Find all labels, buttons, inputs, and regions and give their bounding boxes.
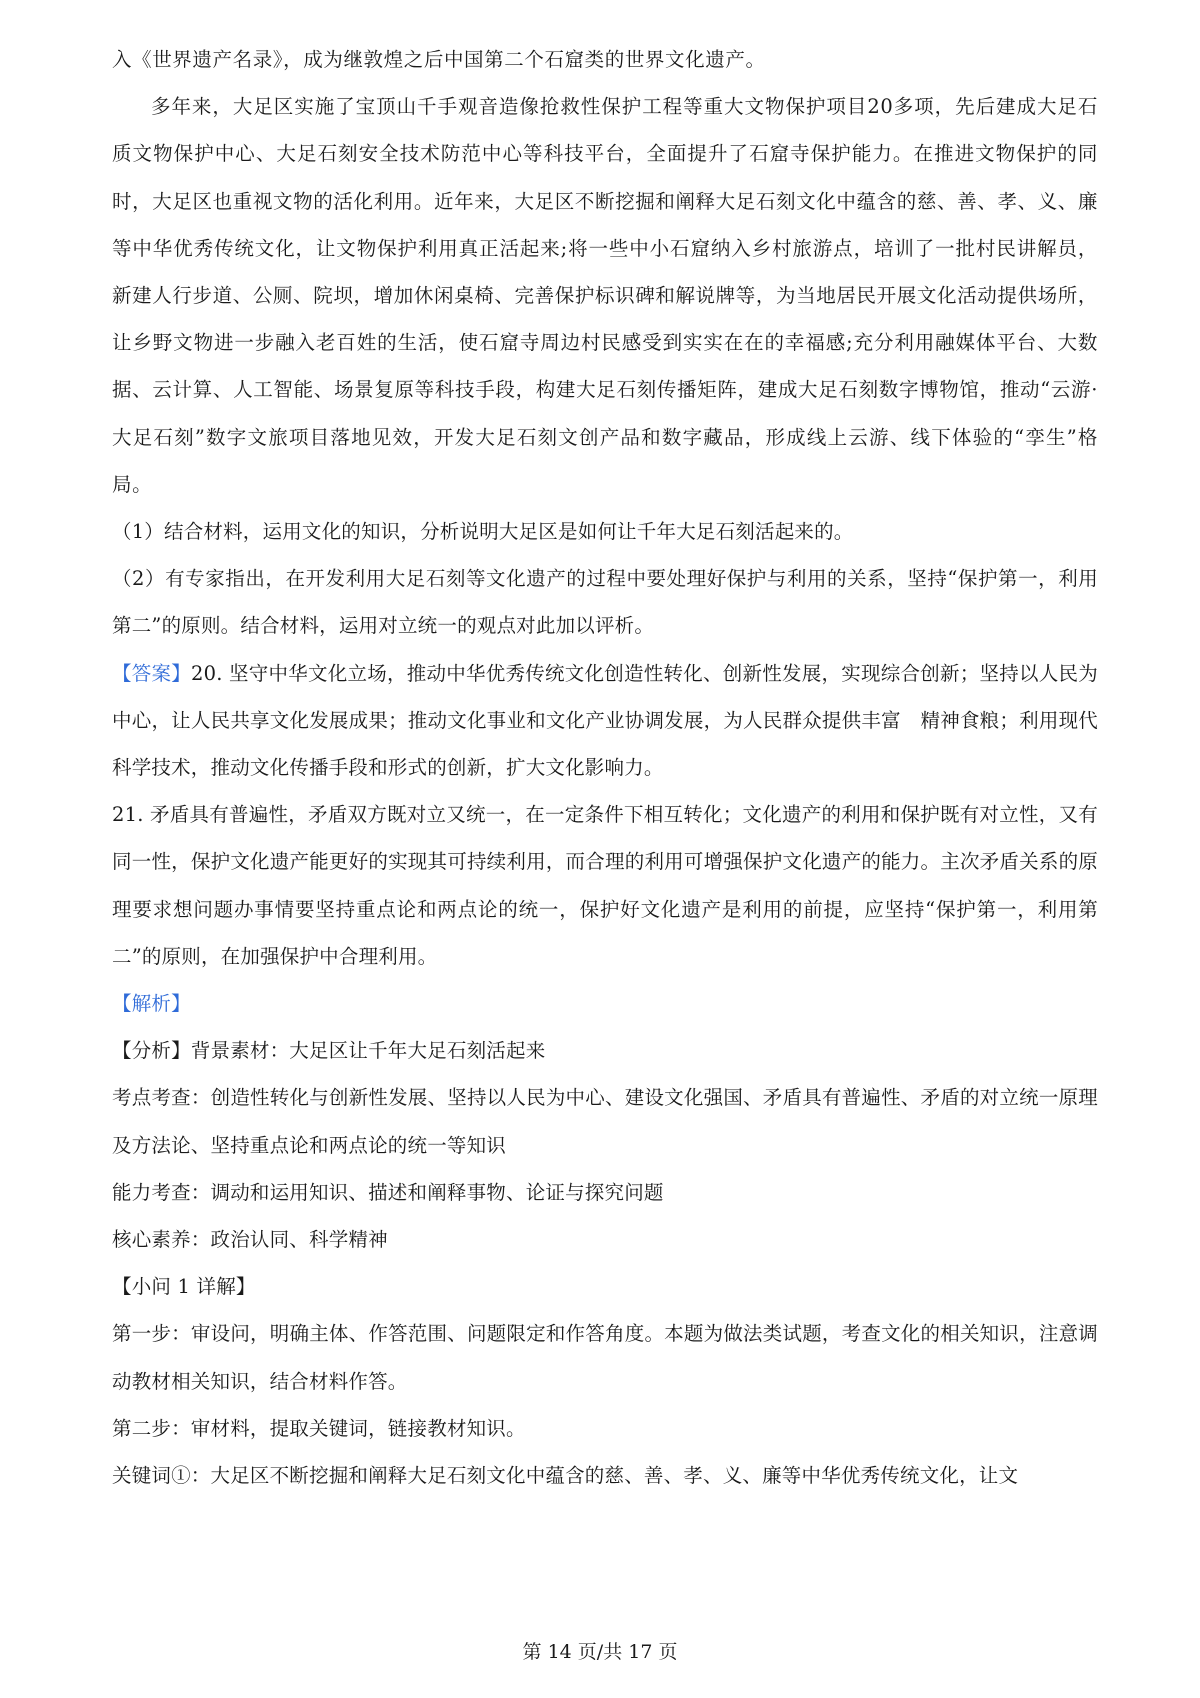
answer-21: 21. 矛盾具有普遍性，矛盾双方既对立又统一，在一定条件下相互转化；文化遗产的利用和保护既有对立性，又有同一性，保护文化遗产能更好的实现其可持续利用，而合理的利用可增强保护文化遗产的能力。主次矛盾关系的原理要求想问题办事情要坚持重点论和两点论的统一，保护好文化遗产是利用的前提，应坚持“保护第一，利用第二”的原则，在加强保护中合理利用。 xyxy=(112,803,1098,968)
sub-question-1-heading: 【小问 1 详解】 xyxy=(112,1275,256,1299)
analysis-background: 【分析】背景素材：大足区让千年大足石刻活起来 xyxy=(112,1039,546,1063)
analysis-ability: 能力考查：调动和运用知识、描述和阐释事物、论证与探究问题 xyxy=(112,1180,664,1204)
analysis-label: 【解析】 xyxy=(112,992,191,1016)
analysis-core-literacy: 核心素养：政治认同、科学精神 xyxy=(112,1228,388,1252)
question-2: （2）有专家指出，在开发利用大足石刻等文化遗产的过程中要处理好保护与利用的关系，坚持“保护第一，利用第二”的原则。结合材料，运用对立统一的观点对此加以评析。 xyxy=(112,567,1098,638)
material-paragraph: 多年来，大足区实施了宝顶山千手观音造像抢救性保护工程等重大文物保护项目20多项，先后建成大足石质文物保护中心、大足石刻安全技术防范中心等科技平台，全面提升了石窟寺保护能力。在推进文物保护的同时，大足区也重视文物的活化利用。近年来，大足区不断挖掘和阐释大足石刻文化中蕴含的慈、善、孝、义、廉等中华优秀传统文化，让文物保护利用真正活起来;将一些中小石窟纳入乡村旅游点，培训了一批村民讲解员，新建人行步道、公厕、院坝，增加休闲桌椅、完善保护标识碑和解说牌等，为当地居民开展文化活动提供场所，让乡野文物进一步融入老百姓的生活，使石窟寺周边村民感受到实实在在的幸福感;充分利用融媒体平台、大数据、云计算、人工智能、场景复原等科技手段，构建大足石刻传播矩阵，建成大足石刻数字博物馆，推动“云游·大足石刻”数字文旅项目落地见效，开发大足石刻文创产品和数字藏品，形成线上云游、线下体验的“孪生”格局。 xyxy=(112,95,1098,496)
analysis-exam-points: 考点考查：创造性转化与创新性发展、坚持以人民为中心、建设文化强国、矛盾具有普遍性、矛盾的对立统一原理及方法论、坚持重点论和两点论的统一等知识 xyxy=(112,1086,1098,1157)
answer-20 xyxy=(112,650,1098,792)
material-paragraph-continued: 入《世界遗产名录》，成为继敦煌之后中国第二个石窟类的世界文化遗产。 xyxy=(112,48,766,71)
answer-20-text: 20. 坚守中华文化立场，推动中华优秀传统文化创造性转化、创新性发展，实现综合创新；坚持以人民为中心，让人民共享文化发展成果；推动文化事业和文化产业协调发展，为人民群众提供丰富 精神食粮；利用现代科学技术，推动文化传播手段和形式的创新，扩大文化影响力。 xyxy=(112,661,1098,780)
step-1: 第一步：审设问，明确主体、作答范围、问题限定和作答角度。本题为做法类试题，考查文化的相关知识，注意调动教材相关知识，结合材料作答。 xyxy=(112,1322,1098,1393)
question-1: （1）结合材料，运用文化的知识，分析说明大足区是如何让千年大足石刻活起来的。 xyxy=(112,520,854,544)
page-content xyxy=(112,36,1098,1499)
step-2: 第二步：审材料，提取关键词，链接教材知识。 xyxy=(112,1416,526,1440)
answer-label: 【答案】 xyxy=(112,661,191,685)
keyword-1: 关键词①：大足区不断挖掘和阐释大足石刻文化中蕴含的慈、善、孝、义、廉等中华优秀传统文化，让文 xyxy=(112,1464,1019,1488)
page-footer: 第 14 页/共 17 页 xyxy=(522,1641,678,1663)
